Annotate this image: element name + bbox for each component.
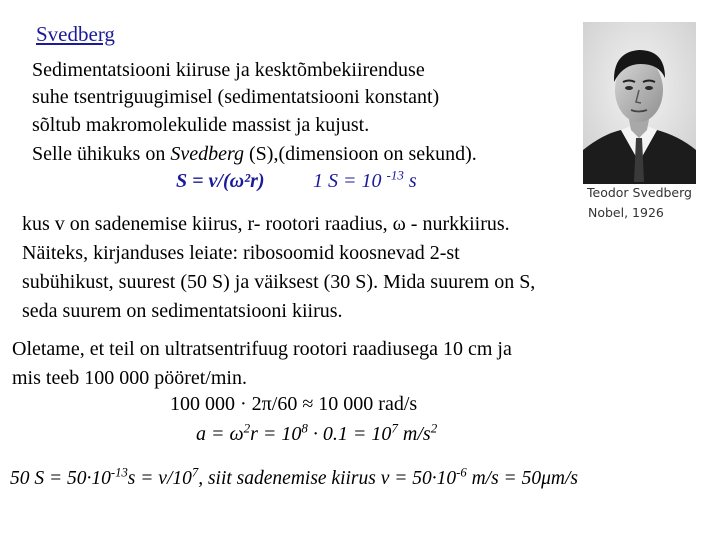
intro-text: Selle ühikuks on: [32, 143, 171, 165]
eq-exp: 2: [430, 420, 438, 436]
eq-part: r = 10: [250, 423, 302, 445]
concl-part: 50 S = 50·10: [10, 468, 111, 489]
example-line-10: mis teeb 100 000 pööret/min.: [12, 367, 247, 389]
intro-line-2: suhe tsentriguugimisel (sedimentatsiooni konstant): [32, 86, 440, 108]
concl-part: , siit sadenemise kiirus v = 50·10: [198, 468, 457, 489]
eq-exp: 8: [301, 420, 308, 436]
acceleration-equation: [196, 422, 437, 446]
unit-seconds: s: [403, 170, 417, 192]
concl-exp: 7: [191, 465, 199, 480]
eq-exp: 7: [391, 420, 398, 436]
angular-velocity-equation: 100 000 · 2π/60 ≈ 10 000 rad/s: [170, 393, 418, 415]
eq-part: · 0.1 = 10: [307, 423, 392, 445]
photo-caption-name: Teodor Svedberg: [587, 185, 692, 200]
eq-part: a = ω: [196, 423, 244, 445]
concl-exp: -6: [456, 465, 467, 480]
body-line-7: subühikust, suurest (50 S) ja väiksest (30 S). Mida suurem on S,: [22, 271, 536, 293]
slide-title: Svedberg: [36, 22, 115, 46]
eq-part: m/s: [397, 423, 431, 445]
intro-line-1: Sedimentatsiooni kiiruse ja kesktõmbekiirenduse: [32, 59, 425, 81]
svedberg-portrait: [583, 22, 696, 184]
concl-part: m/s = 50μm/s: [466, 468, 578, 489]
svedberg-formula: S = v/(ω²r): [176, 170, 265, 192]
unit-text: 1 S = 10: [313, 170, 387, 192]
svedberg-unit-definition: [313, 167, 417, 193]
unit-exponent: -13: [386, 167, 404, 183]
intro-line-3: sõltub makromolekulide massist ja kujust.: [32, 114, 370, 136]
portrait-image: [583, 22, 696, 184]
body-line-6: Näiteks, kirjanduses leiate: ribosoomid koosnevad 2-st: [22, 242, 460, 264]
photo-caption-award: Nobel, 1926: [588, 205, 664, 220]
svedberg-term: Svedberg: [170, 143, 245, 165]
conclusion-equation: [10, 465, 578, 490]
eq-exp: 2: [243, 420, 251, 436]
intro-line-4: [32, 142, 477, 166]
concl-exp: -13: [110, 465, 128, 480]
example-line-9: Oletame, et teil on ultratsentrifuug rootori raadiusega 10 cm ja: [12, 338, 512, 360]
concl-part: s = v/10: [127, 468, 192, 489]
body-line-5: kus v on sadenemise kiirus, r- rootori raadius, ω - nurkkiirus.: [22, 213, 510, 235]
body-line-8: seda suurem on sedimentatsiooni kiirus.: [22, 300, 343, 322]
intro-text-end: (S),(dimensioon on sekund).: [244, 143, 477, 165]
